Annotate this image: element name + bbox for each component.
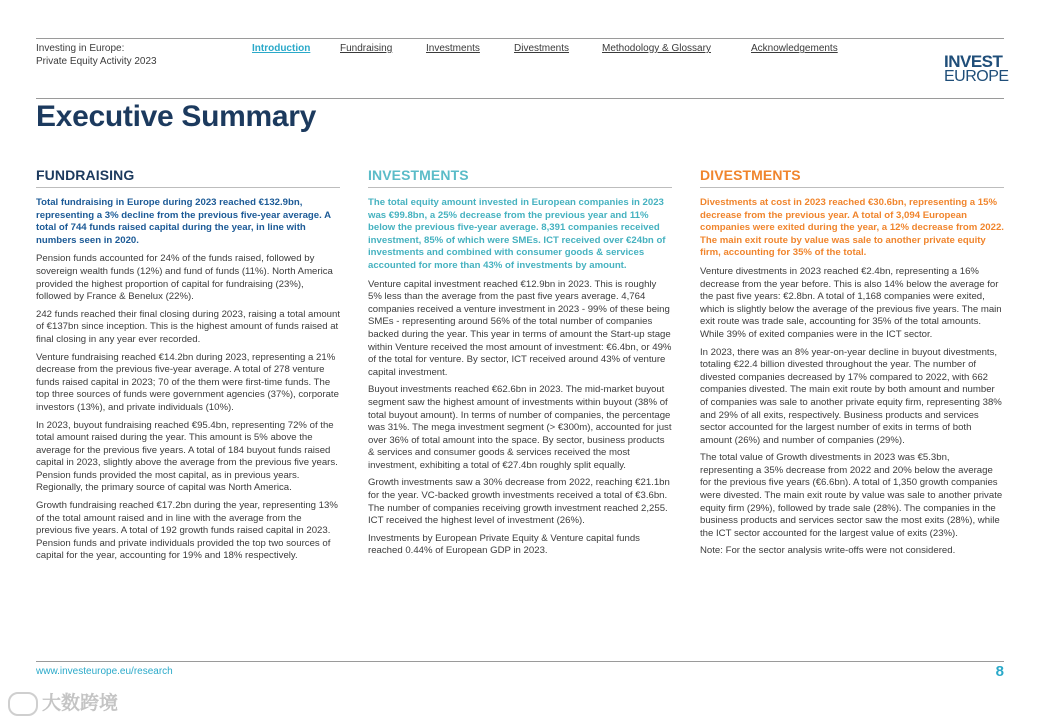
divestments-paragraph: Venture divestments in 2023 reached €2.4bn, representing a 16% decrease from the year before. This is also 14% below the average for the past five years: €2.8bn. A total of 1,168 companies were exited, which is slightly below the average of the previous five years. The main exit route was trade sale, accounting for 35% of the total amounts. While 39% of exited companies were in the ICT sector. [700,265,1002,340]
investments-paragraph: Investments by European Private Equity & Venture capital funds reached 0.44% of European GDP in 2023. [368,532,640,557]
watermark-text: 大数跨境 [42,693,119,714]
investments-column [368,166,672,563]
divestments-note: Note: For the sector analysis write-offs were not considered. [700,545,956,557]
footer-rule [36,661,1004,662]
report-title-line1: Investing in Europe: [36,43,125,54]
nav-fundraising[interactable]: Fundraising [340,43,393,54]
footer-url-link[interactable]: www.investeurope.eu/research [36,666,173,677]
nav-investments[interactable]: Investments [426,43,480,54]
investments-paragraph: Growth investments saw a 30% decrease from 2022, reaching €21.1bn for the year. VC-backed growth investments received a total of €3.6bn. The number of companies receiving growth investment reached 2,255. ICT received the highest level of investment (26%). [368,477,670,527]
investments-heading: INVESTMENTS [368,166,672,188]
report-title [36,42,157,68]
page-number: 8 [995,663,1004,680]
divestments-paragraph: In 2023, there was an 8% year-on-year decline in buyout divestments, totaling €22.4 billion divested throughout the year. The number of divested companies decreased by 17% compared to 2022, with 662 companies divested. The main exit route by both amount and number of companies was sale to another private equity firm, representing 38% and 29% of all exits, respectively. Business products and services sector accounted for the largest number of exits in terms of both amount (26%) and number of companies (29%). [700,346,1002,446]
fundraising-heading: FUNDRAISING [36,166,340,188]
fundraising-paragraph: Pension funds accounted for 24% of the funds raised, followed by sovereign wealth funds (12%) and fund of funds (11%). North America provided the highest proportion of capital for fundraising (23%), followed by France & Benelux (22%). [36,253,333,303]
fundraising-paragraph: In 2023, buyout fundraising reached €95.4bn, representing 72% of the total amount raised during the year. This amount is 5% above the average for the previous five years. A total of 184 buyout funds raised capital in 2023, slightly above the average from the previous five years. Pension funds provided the most capital, as in previous years. Regionally, the primary source of capital was North America. [36,419,338,494]
nav-divestments[interactable]: Divestments [514,43,570,54]
investments-paragraph: Buyout investments reached €62.6bn in 2023. The mid-market buyout segment saw the highest amount of investments within buyout (38% of total buyout amount). In terms of number of companies, the percentage was 31%. The mega investment segment (> €300m), accounted for just over 36% of total amount into the space. By sector, business products & services and consumer goods & services received the most investment, exhibiting a total of €27.4bn roughly split equally. [368,384,672,471]
investments-lead: The total equity amount invested in European companies in 2023 was €99.8bn, a 25% decrease from the previous year and 11% below the previous five-year average. 8,391 companies received investment, 85% of which were SMEs. ICT received over €24bn of investments and combined with consumer goods & services accounted for more than 43% of investments by amount. [368,197,666,271]
page-title: Executive Summary [36,100,317,133]
fundraising-lead: Total fundraising in Europe during 2023 reached €132.9bn, representing a 3% decline from the previous five-year average. A total of 744 funds raised capital during the year, in line with numbers seen in 2020. [36,197,331,246]
invest-europe-logo [944,52,1009,85]
fundraising-paragraph: 242 funds reached their final closing during 2023, raising a total amount of €137bn since inception. This is the highest amount of funds raised at final closing in any year ever recorded. [36,308,340,345]
watermark-icon [8,692,38,716]
logo-line1: INVEST [944,52,1003,71]
divestments-heading: DIVESTMENTS [700,166,1004,188]
nav-acknowledgements[interactable]: Acknowledgements [751,43,838,54]
nav-methodology-glossary[interactable]: Methodology & Glossary [602,43,711,54]
investments-paragraph: Venture capital investment reached €12.9bn in 2023. This is roughly 5% less than the average from the past five years average. 4,764 companies received a venture investment in 2023 - 99% of these being SMEs - representing around 56% of the total number of companies backed during the year. This year in terms of amount the Start-up stage within Venture received the most amount of investment: €6.4bn, or 49% of the total for venture. By sector, ICT received around 43% of venture capital investment. [368,278,672,378]
fundraising-column [36,166,340,568]
fundraising-paragraph: Growth fundraising reached €17.2bn during the year, representing 13% of the total amount raised and in line with the average from the previous five years. A total of 192 growth funds raised capital in 2023. Pension funds and private individuals provided the top two sources of capital for the year, accounting for 19% and 18% respectively. [36,500,338,562]
watermark [8,688,118,716]
nav-introduction[interactable]: Introduction [252,43,311,54]
divestments-column [700,166,1004,563]
divestments-paragraph: The total value of Growth divestments in 2023 was €5.3bn, representing a 35% decrease from 2022 and 20% below the average for the previous five years (€6.6bn). A total of 1,350 growth companies were divested. The main exit route by value was sale to another private equity firm (29%), followed by trade sale (28%). The companies in the business products and services sector saw the most exits (28%), while the ICT sector accounted for the largest value of exits (23%). [700,452,1003,539]
report-title-line2: Private Equity Activity 2023 [36,56,157,67]
fundraising-paragraph: Venture fundraising reached €14.2bn during 2023, representing a 21% decrease from the previous five-year average. A total of 278 venture funds raised capital in 2023; 70 of the them were first-time funds. The top three sources of funds were government agencies (37%), corporate investors (13%), and private individuals (10%). [36,351,339,413]
divestments-lead: Divestments at cost in 2023 reached €30.6bn, representing a 15% decrease from the previous year. A total of 3,094 European companies were exited during the year, a 12% decrease from 2022. The main exit route by value was sale to another private equity firm, accounting for 35% of the total. [700,197,1004,259]
logo-line2: EUROPE [944,68,1009,85]
top-rule [36,38,1004,39]
header-rule [36,98,1004,99]
